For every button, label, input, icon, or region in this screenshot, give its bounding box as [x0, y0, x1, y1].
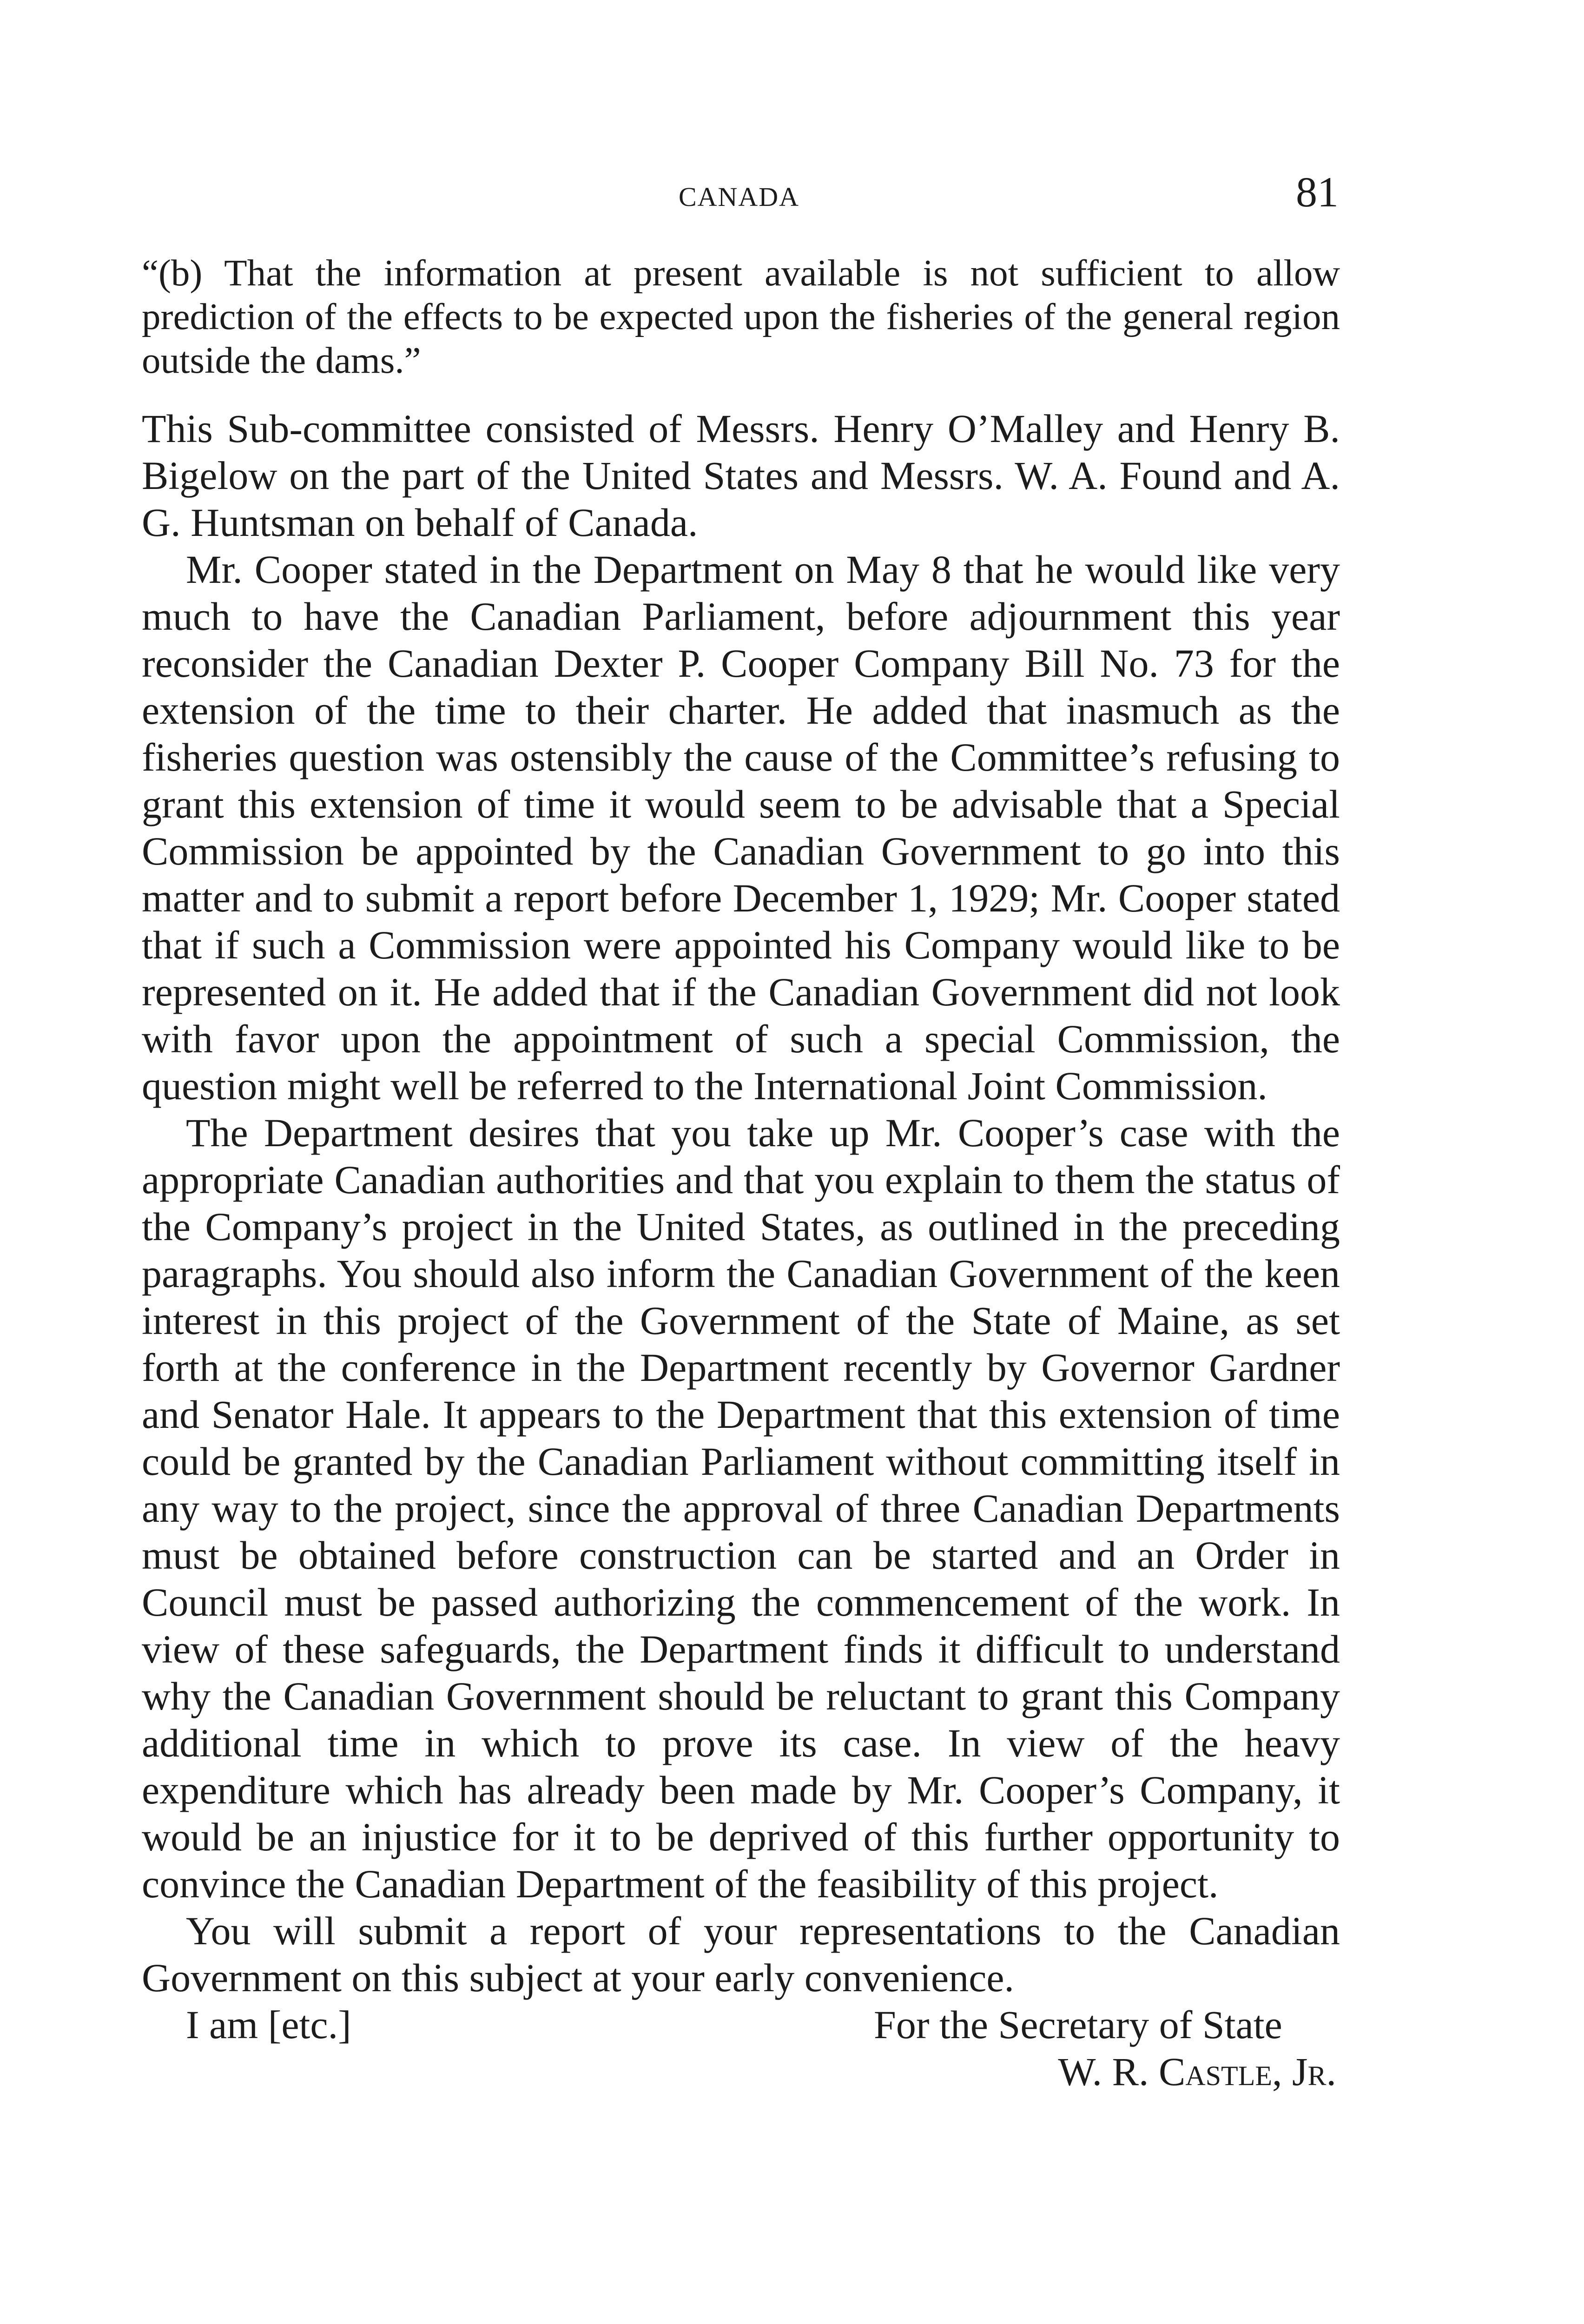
closing-salutation: I am [etc.]	[186, 2002, 351, 2047]
paragraph-department-instructions: The Department desires that you take up Mr. Cooper’s case with the appropriate Canadian authorities and that you explain to them the status of the Company’s project in the United States, as outlined in the preceding paragraphs. You should also inform the Canadian Government of the keen interest in this project of the Government of the State of Maine, as set forth at the conference in the Department recently by Governor Gardner and Senator Hale. It appears to the Department that this extension of time could be granted by the Canadian Parliament without committing itself in any way to the project, since the approval of three Canadian Departments must be obtained before construction can be started and an Order in Council must be passed authorizing the commencement of the work. In view of these safeguards, the Department finds it difficult to understand why the Canadian Government should be reluctant to grant this Company additional time in which to prove its case. In view of the heavy expenditure which has already been made by Mr. Cooper’s Company, it would be an injustice for it to be deprived of this further opportunity to convince the Canadian Department of the feasibility of this project.	[142, 1110, 1340, 1906]
quoted-paragraph: “(b) That the information at present available is not sufficient to allow prediction of the effects to be expected upon the fisheries of the general region outside the dams.”	[142, 252, 1340, 381]
closing-on-behalf: For the Secretary of State	[874, 2002, 1282, 2047]
closing-signatory: W. R. Castle, Jr.	[1058, 2049, 1336, 2094]
page-number: 81	[1296, 168, 1339, 216]
page-header	[139, 163, 1339, 218]
body-text	[142, 251, 1340, 2095]
letter-closing	[142, 2001, 1340, 2095]
paragraph-report-request: You will submit a report of your representations to the Canadian Government on this subject at your early convenience.	[142, 1908, 1340, 2000]
paragraph-subcommittee: This Sub-committee consisted of Messrs. Henry O’Malley and Henry B. Bigelow on the part of the United States and Messrs. W. A. Found and A. G. Huntsman on behalf of Canada.	[142, 406, 1340, 545]
paragraph-cooper-statement: Mr. Cooper stated in the Department on May 8 that he would like very much to have the Canadian Parliament, before adjournment this year reconsider the Canadian Dexter P. Cooper Company Bill No. 73 for the extension of the time to their charter. He added that inasmuch as the fisheries question was ostensibly the cause of the Committee’s refusing to grant this extension of time it would seem to be advisable that a Special Commission be appointed by the Canadian Government to go into this matter and to submit a report before December 1, 1929; Mr. Cooper stated that if such a Commission were appointed his Company would like to be represented on it. He added that if the Canadian Government did not look with favor upon the appointment of such a special Commission, the question might well be referred to the International Joint Commission.	[142, 547, 1340, 1108]
running-head: CANADA	[678, 182, 800, 212]
